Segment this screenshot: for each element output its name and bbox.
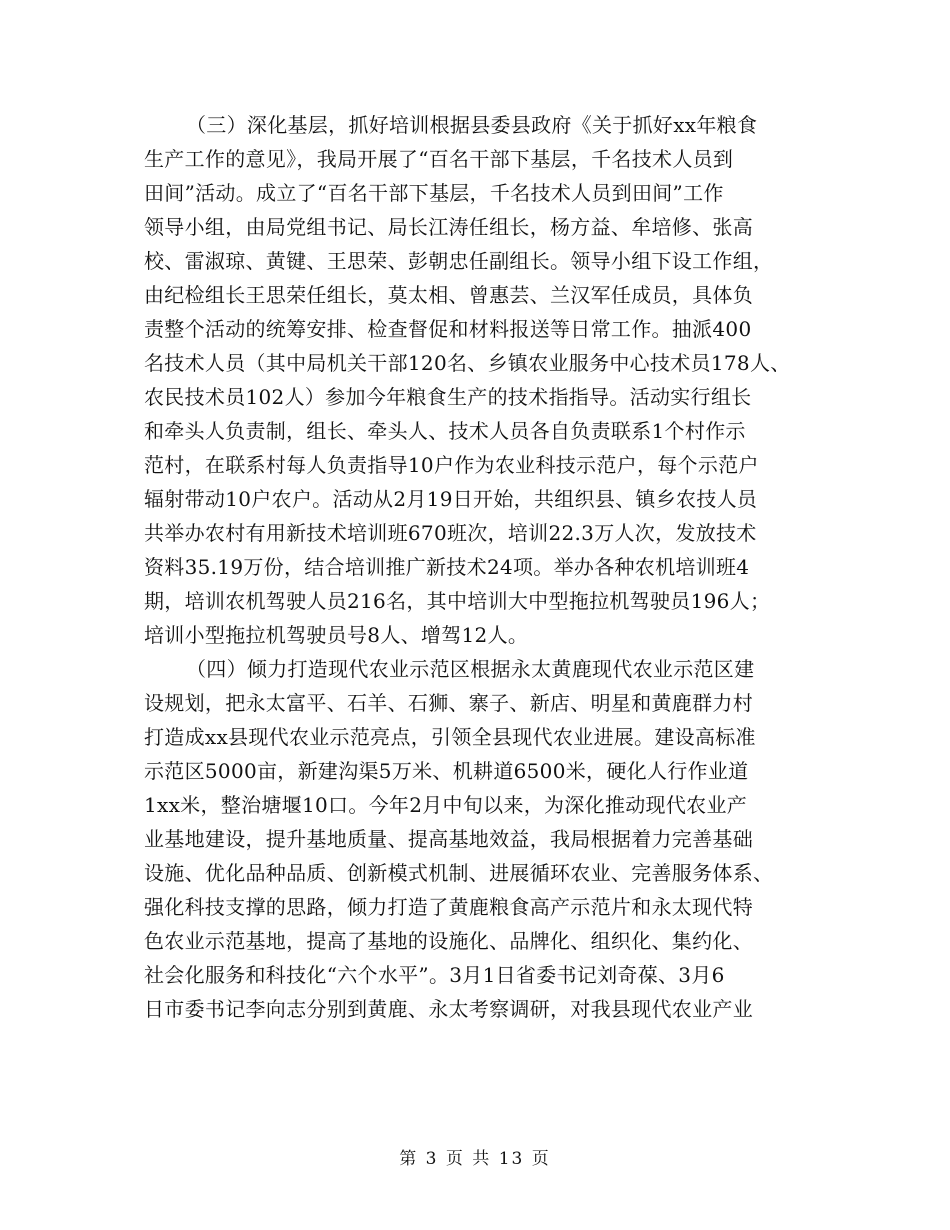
paragraph-line: 业基地建设，提升基地质量、提高基地效益，我局根据着力完善基础	[144, 827, 753, 851]
paragraph-line: 强化科技支撑的思路，倾力打造了黄鹿粮食高产示范片和永太现代特	[144, 895, 753, 919]
paragraph-line: 和牵头人负责制，组长、牵头人、技术人员各自负责联系1个村作示	[144, 419, 746, 443]
paragraph-line: 责整个活动的统筹安排、检查督促和材料报送等日常工作。抽派400	[144, 317, 752, 341]
paragraph-line: 田间”活动。成立了“百名干部下基层，千名技术人员到田间”工作	[144, 181, 724, 205]
paragraph-line: 示范区5000亩，新建沟渠5万米、机耕道6500米，硬化人行作业道	[144, 759, 749, 783]
paragraph-line: 社会化服务和科技化“六个水平”。3月1日省委书记刘奇葆、3月6	[144, 963, 725, 987]
paragraph-line: （三）深化基层，抓好培训根据县委县政府《关于抓好xx年粮食	[186, 113, 758, 137]
paragraph-line: 设规划，把永太富平、石羊、石狮、寨子、新店、明星和黄鹿群力村	[144, 691, 753, 715]
paragraph-line: 资料35.19万份，结合培训推广新技术24项。举办各种农机培训班4	[144, 555, 750, 579]
paragraph-line: 生产工作的意见》，我局开展了“百名干部下基层，千名技术人员到	[144, 147, 734, 171]
paragraph-line: 名技术人员（其中局机关干部120名、乡镇农业服务中心技术员178人、	[144, 351, 791, 375]
paragraph-line: 辐射带动10户农户。活动从2月19日开始，共组织县、镇乡农技人员	[144, 487, 758, 511]
paragraph-line: 范村，在联系村每人负责指导10户作为农业科技示范户，每个示范户	[144, 453, 759, 477]
paragraph-line: 由纪检组长王思荣任组长，莫太相、曾惠芸、兰汉军任成员，具体负	[144, 283, 753, 307]
page-number-footer: 第 3 页 共 13 页	[399, 1149, 551, 1169]
body-text	[144, 108, 844, 1026]
paragraph-line: 农民技术员102人）参加今年粮食生产的技术指指导。活动实行组长	[144, 385, 752, 409]
paragraph-line: 设施、优化品种品质、创新模式机制、进展循环农业、完善服务体系、	[144, 861, 774, 885]
paragraph-line: （四）倾力打造现代农业示范区根据永太黄鹿现代农业示范区建	[186, 657, 755, 681]
paragraph-line: 日市委书记李向志分别到黄鹿、永太考察调研，对我县现代农业产业	[144, 997, 753, 1021]
paragraph-line: 领导小组，由局党组书记、局长江涛任组长，杨方益、牟培修、张高	[144, 215, 753, 239]
paragraph-line: 期，培训农机驾驶人员216名，其中培训大中型拖拉机驾驶员196人；	[144, 589, 771, 613]
paragraph-line: 1xx米，整治塘堰10口。今年2月中旬以来，为深化推动现代农业产	[144, 793, 748, 817]
paragraph-line: 色农业示范基地，提高了基地的设施化、品牌化、组织化、集约化、	[144, 929, 753, 953]
paragraph-line: 培训小型拖拉机驾驶员号8人、增驾12人。	[144, 623, 529, 647]
paragraph-line: 共举办农村有用新技术培训班670班次，培训22.3万人次，发放技术	[144, 521, 757, 545]
paragraph-line: 打造成xx县现代农业示范亮点，引领全县现代农业进展。建设高标准	[144, 725, 756, 749]
paragraph-line: 校、雷淑琼、黄键、王思荣、彭朝忠任副组长。领导小组下设工作组，	[144, 249, 774, 273]
